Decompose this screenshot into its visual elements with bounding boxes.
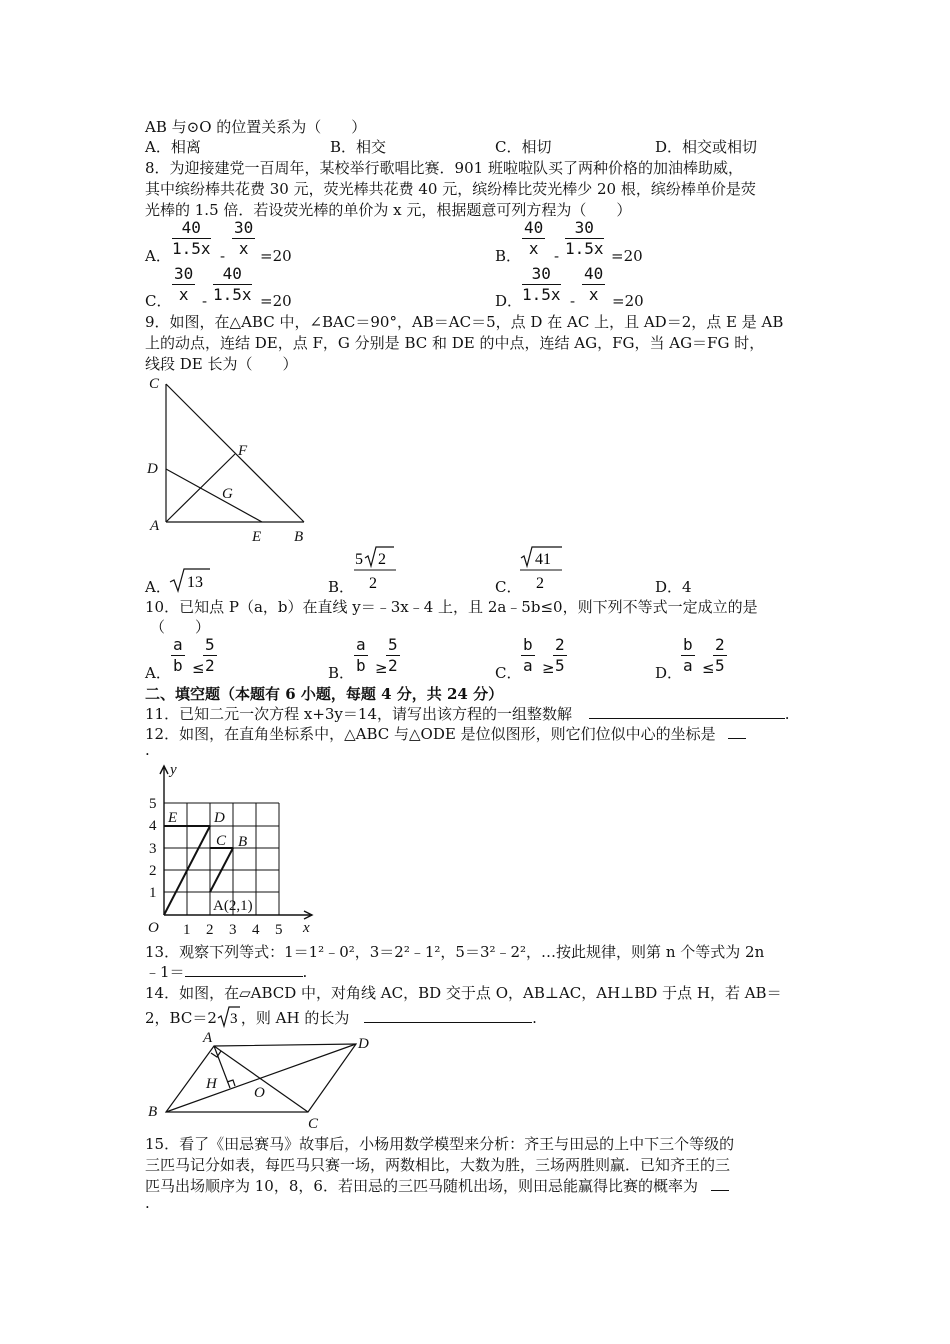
q8-c-frac-1: $\frac{30}{x}$	[174, 264, 194, 304]
q10-b-frac-1: $\frac{a}{b}$	[356, 635, 366, 675]
q10-b-relation: ≥	[375, 659, 388, 677]
q10-option-a-label: A．	[145, 664, 171, 682]
label-b: B	[294, 529, 304, 545]
label-y: y	[170, 762, 177, 778]
q8-a-equals: =20	[260, 247, 292, 265]
label-b: B	[148, 1104, 158, 1120]
label-e: E	[252, 529, 262, 545]
diagonal-bd	[166, 1044, 356, 1112]
q8-b-frac-2: $\frac{30}{1.5x}$	[565, 218, 604, 258]
q8-c-frac-2: $\frac{40}{1.5x}$	[213, 264, 252, 304]
q11-line: 11．已知二元一次方程 x+3y＝14，请写出该方程的一组整数解 .	[145, 705, 790, 723]
y-tick-2: 2	[149, 863, 157, 879]
label-o: O	[148, 920, 159, 936]
q9-c-radicand: 41	[535, 551, 551, 568]
segment-de	[166, 469, 262, 522]
q8-option-d-label: D．	[495, 292, 523, 310]
q14-sqrt	[217, 1006, 241, 1028]
q12-coordinate-figure	[140, 760, 330, 940]
q15-line-3	[145, 1176, 729, 1196]
q10-a-frac-2: $\frac{5}{2}$	[205, 635, 215, 675]
y-tick-3: 3	[149, 841, 157, 857]
q7-option-d: D．相交或相切	[655, 138, 758, 156]
q10-c-relation: ≥	[542, 659, 555, 677]
label-o: O	[254, 1085, 265, 1101]
q10-option-b-label: B．	[328, 664, 355, 682]
q14-text-2b: ，则 AH 的长为	[240, 1009, 350, 1027]
label-c: C	[308, 1116, 319, 1130]
q9-option-b-label: B．	[328, 578, 355, 596]
q12-text: 12．如图，在直角坐标系中，△ABC 与△ODE 是位似图形，则它们位似中心的坐标是	[145, 725, 716, 743]
label-d: D	[147, 461, 158, 477]
q8-c-equals: =20	[260, 292, 292, 310]
x-tick-1: 1	[183, 922, 191, 938]
q9-option-a-label: A．	[145, 578, 171, 596]
q9-option-a-sqrt	[168, 566, 212, 594]
q9-option-c-label: C．	[495, 578, 522, 596]
q12-line-1	[145, 724, 746, 744]
section-2-heading: 二、填空题（本题有 6 小题，每题 4 分，共 24 分）	[145, 685, 504, 703]
label-a: A	[203, 1030, 213, 1046]
q8-b-operator: -	[554, 247, 560, 265]
q10-b-frac-2: $\frac{5}{2}$	[388, 635, 398, 675]
q10-line-2: （ ）	[150, 618, 211, 636]
q10-d-frac-2: $\frac{2}{5}$	[715, 635, 725, 675]
label-g: G	[222, 486, 233, 502]
q14-radicand: 3	[229, 1011, 238, 1027]
y-tick-4: 4	[149, 818, 157, 834]
q15-line-4: .	[145, 1194, 150, 1212]
q8-b-equals: =20	[611, 247, 643, 265]
q10-c-frac-1: $\frac{b}{a}$	[523, 635, 533, 675]
q13-answer-blank[interactable]	[185, 962, 303, 977]
q13-text-2: ﹣1＝	[145, 963, 185, 981]
q15-line-2: 三匹马记分如表，每匹马只赛一场，两数相比，大数为胜，三场两胜则赢．已知齐王的三	[145, 1156, 731, 1174]
q9-option-d-label: D．	[655, 578, 683, 596]
q9-line-1: 9．如图，在△ABC 中，∠BAC＝90°，AB＝AC＝5，点 D 在 AC 上，且 AD＝2，点 E 是 AB	[145, 313, 784, 331]
q8-b-frac-1: $\frac{40}{x}$	[524, 218, 544, 258]
q8-line-3: 光棒的 1.5 倍．若设荧光棒的单价为 x 元，根据题意可列方程为（ ）	[145, 201, 632, 219]
q11-answer-blank[interactable]	[589, 704, 785, 719]
q15-line-1: 15．看了《田忌赛马》故事后，小杨用数学模型来分析：齐王与田忌的上中下三个等级的	[145, 1135, 735, 1153]
label-c: C	[216, 833, 227, 849]
q14-line-2: 2，BC＝2 3 ，则 AH 的长为 .	[145, 1006, 537, 1028]
q13-line-2: ﹣1＝ .	[145, 963, 308, 981]
x-tick-4: 4	[252, 922, 260, 938]
x-tick-3: 3	[229, 922, 237, 938]
q10-option-c-label: C．	[495, 664, 522, 682]
q10-d-relation: ≤	[702, 659, 715, 677]
q8-a-frac-1: $\frac{40}{1.5x}$	[172, 218, 211, 258]
q15-text-3: 匹马出场顺序为 10，8，6．若田忌的三匹马随机出场，则田忌能赢得比赛的概率为	[145, 1177, 698, 1195]
q8-a-frac-2: $\frac{30}{x}$	[234, 218, 254, 258]
q9-option-c-frac	[518, 544, 564, 592]
q14-line-1: 14．如图，在▱ABCD 中，对角线 AC，BD 交于点 O，AB⊥AC，AH⊥BD 于点 H，若 AB＝	[145, 984, 782, 1002]
q7-option-a: A．相离	[145, 138, 201, 156]
label-e: E	[168, 810, 178, 826]
q8-line-2: 其中缤纷棒共花费 30 元，荧光棒共花费 40 元，缤纷棒比荧光棒少 20 根，缤纷棒单价是荧	[145, 180, 756, 198]
label-c: C	[149, 376, 160, 392]
q8-option-a-label: A．	[145, 247, 171, 265]
q8-d-frac-2: $\frac{40}{x}$	[584, 264, 604, 304]
q9-a-radicand: 13	[187, 574, 203, 591]
q15-answer-blank[interactable]	[711, 1176, 729, 1191]
q8-option-c-label: C．	[145, 292, 172, 310]
label-x: x	[303, 920, 310, 936]
q9-b-den: 2	[369, 575, 377, 592]
x-tick-2: 2	[206, 922, 214, 938]
q9-b-coef: 5	[355, 551, 363, 568]
x-tick-5: 5	[275, 922, 283, 938]
q14-text-2a: 2，BC＝2	[145, 1009, 217, 1027]
q8-line-1: 8．为迎接建党一百周年，某校举行歌唱比赛．901 班啦啦队买了两种价格的加油棒助威，	[145, 159, 743, 177]
q10-option-d-label: D．	[655, 664, 683, 682]
q12-line-2: .	[145, 741, 150, 759]
diagonal-ac	[214, 1046, 308, 1112]
q8-c-operator: -	[202, 292, 208, 310]
q8-option-b-label: B．	[495, 247, 522, 265]
q9-b-radicand: 2	[378, 551, 386, 568]
q14-answer-blank[interactable]	[364, 1008, 532, 1023]
q14-parallelogram-figure	[140, 1026, 380, 1130]
q9-line-2: 上的动点，连结 DE，点 F，G 分别是 BC 和 DE 的中点，连结 AG，FG，当 AG＝FG 时，	[145, 334, 765, 352]
y-tick-1: 1	[149, 885, 157, 901]
q10-a-frac-1: $\frac{a}{b}$	[173, 635, 183, 675]
q10-c-frac-2: $\frac{2}{5}$	[555, 635, 565, 675]
label-a: A	[150, 518, 160, 534]
q7-stem: AB 与⊙O 的位置关系为（ ）	[145, 118, 367, 136]
q8-d-operator: -	[570, 292, 576, 310]
label-b: B	[238, 834, 248, 850]
q10-d-frac-1: $\frac{b}{a}$	[683, 635, 693, 675]
q9-line-3: 线段 DE 长为（ ）	[145, 355, 298, 373]
q12-answer-blank[interactable]	[728, 724, 746, 739]
q7-option-b: B．相交	[330, 138, 387, 156]
q7-option-c: C．相切	[495, 138, 552, 156]
q10-line-1: 10．已知点 P（a，b）在直线 y＝﹣3x﹣4 上，且 2a﹣5b≤0，则下列不等式一定成立的是	[145, 598, 758, 616]
q9-option-b-frac	[352, 544, 398, 592]
label-h: H	[206, 1076, 217, 1092]
q13-line-1: 13．观察下列等式：1＝1²﹣0²，3＝2²﹣1²，5＝3²﹣2²，…按此规律，则第 n 个等式为 2n	[145, 943, 765, 961]
label-d: D	[358, 1036, 369, 1052]
q9-c-den: 2	[536, 575, 544, 592]
label-a: A(2,1)	[213, 898, 253, 914]
q8-d-frac-1: $\frac{30}{1.5x}$	[522, 264, 561, 304]
q8-d-equals: =20	[612, 292, 644, 310]
q9-option-d-value: 4	[682, 578, 692, 596]
label-f: F	[238, 443, 248, 459]
q10-a-relation: ≤	[192, 659, 205, 677]
q9-triangle-figure	[140, 372, 320, 552]
q11-text: 11．已知二元一次方程 x+3y＝14，请写出该方程的一组整数解	[145, 705, 572, 723]
q8-a-operator: -	[220, 247, 226, 265]
y-tick-5: 5	[149, 796, 157, 812]
label-d: D	[214, 810, 225, 826]
